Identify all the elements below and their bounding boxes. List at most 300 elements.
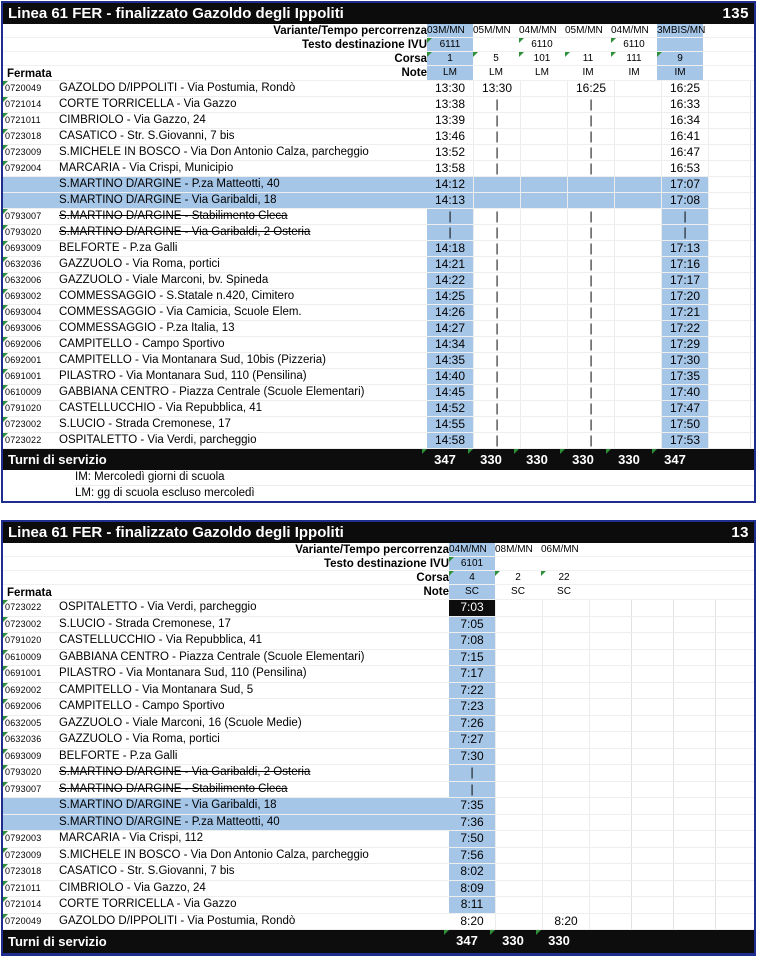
stop-name[interactable]: MARCARIA - Via Crispi, Municipio	[59, 162, 234, 174]
time-cell[interactable]: 17:29	[662, 337, 709, 352]
corsa-cell[interactable]: 1	[427, 52, 473, 65]
time-cell[interactable]	[496, 699, 543, 715]
stop-name[interactable]: MARCARIA - Via Crispi, 112	[59, 832, 204, 844]
time-cell[interactable]: 13:38	[427, 97, 474, 112]
code-cell[interactable]: 0721014	[3, 97, 59, 112]
time-cell[interactable]: |	[568, 401, 615, 416]
note-cell[interactable]: LM	[489, 67, 503, 78]
time-cell[interactable]	[521, 337, 568, 352]
time-cell[interactable]: |	[474, 113, 521, 128]
time-cell[interactable]	[543, 732, 590, 748]
time-cell[interactable]: |	[474, 321, 521, 336]
code-cell[interactable]: 0721014	[3, 897, 59, 913]
time-cell[interactable]	[521, 353, 568, 368]
code-cell[interactable]: 0610009	[3, 650, 59, 666]
time-cell[interactable]: 7:15	[449, 650, 496, 666]
time-cell[interactable]: 14:52	[427, 401, 474, 416]
code-cell[interactable]	[3, 177, 59, 192]
code-cell[interactable]: 0723009	[3, 848, 59, 864]
time-cell[interactable]: |	[568, 257, 615, 272]
time-cell[interactable]	[521, 273, 568, 288]
time-cell[interactable]: 14:40	[427, 369, 474, 384]
time-cell[interactable]	[521, 321, 568, 336]
stop-name[interactable]: S.MICHELE IN BOSCO - Via Don Antonio Calza, parcheggio	[59, 146, 369, 158]
note-cell[interactable]: SC	[511, 586, 525, 597]
time-cell[interactable]	[521, 193, 568, 208]
time-cell[interactable]	[496, 732, 543, 748]
stop-name[interactable]: GAZZUOLO - Viale Marconi, bv. Spineda	[59, 274, 269, 286]
time-cell[interactable]	[543, 815, 590, 831]
time-cell[interactable]	[543, 633, 590, 649]
time-cell[interactable]	[521, 209, 568, 224]
time-cell[interactable]: |	[474, 433, 521, 448]
time-cell[interactable]: |	[474, 129, 521, 144]
code-cell[interactable]: 0720049	[3, 914, 59, 930]
time-cell[interactable]: 17:07	[662, 177, 709, 192]
time-cell[interactable]: 8:20	[449, 914, 496, 930]
time-cell[interactable]	[615, 129, 662, 144]
stop-name[interactable]: S.LUCIO - Strada Cremonese, 17	[59, 418, 231, 430]
time-cell[interactable]: 17:40	[662, 385, 709, 400]
stop-name[interactable]: CAMPITELLO - Via Montanara Sud, 5	[59, 683, 254, 696]
time-cell[interactable]	[496, 633, 543, 649]
time-cell[interactable]: |	[474, 289, 521, 304]
time-cell[interactable]	[615, 401, 662, 416]
time-cell[interactable]	[543, 666, 590, 682]
time-cell[interactable]	[615, 385, 662, 400]
time-cell[interactable]: 16:47	[662, 145, 709, 160]
time-cell[interactable]	[615, 433, 662, 448]
ivu-cell[interactable]: 6110	[519, 38, 565, 51]
code-cell[interactable]: 0691001	[3, 666, 59, 682]
time-cell[interactable]: |	[449, 782, 496, 798]
time-cell[interactable]: 14:58	[427, 433, 474, 448]
stop-name[interactable]: S.MARTINO D/ARGINE - P.za Matteotti, 40	[59, 815, 449, 831]
time-cell[interactable]	[521, 177, 568, 192]
time-cell[interactable]	[474, 177, 521, 192]
time-cell[interactable]: 7:22	[449, 683, 496, 699]
stop-name[interactable]: S.MARTINO D/ARGINE - Stabilimento Cleca	[59, 782, 288, 795]
time-cell[interactable]: |	[474, 145, 521, 160]
stop-name[interactable]: GABBIANA CENTRO - Piazza Centrale (Scuole Elementari)	[59, 650, 365, 663]
time-cell[interactable]: |	[568, 209, 615, 224]
time-cell[interactable]: |	[474, 353, 521, 368]
variante-cell[interactable]: 05M/MN	[565, 25, 603, 36]
time-cell[interactable]: 7:03	[449, 600, 496, 616]
time-cell[interactable]	[496, 881, 543, 897]
stop-name[interactable]: CAMPITELLO - Campo Sportivo	[59, 338, 225, 350]
time-cell[interactable]: |	[568, 353, 615, 368]
time-cell[interactable]: |	[474, 305, 521, 320]
stop-name[interactable]: GAZZUOLO - Via Roma, portici	[59, 258, 220, 270]
time-cell[interactable]	[521, 401, 568, 416]
time-cell[interactable]	[615, 209, 662, 224]
time-cell[interactable]	[496, 716, 543, 732]
stop-name[interactable]: OSPITALETTO - Via Verdi, parcheggio	[59, 601, 257, 613]
time-cell[interactable]: |	[568, 145, 615, 160]
time-cell[interactable]	[521, 385, 568, 400]
code-cell[interactable]: 0720049	[3, 81, 59, 96]
stop-name[interactable]: CIMBRIOLO - Via Gazzo, 24	[59, 881, 206, 894]
time-cell[interactable]	[496, 815, 543, 831]
time-cell[interactable]	[615, 369, 662, 384]
time-cell[interactable]: |	[568, 369, 615, 384]
time-cell[interactable]	[496, 765, 543, 781]
code-cell[interactable]: 0692001	[3, 353, 59, 368]
note-cell[interactable]: LM	[535, 67, 549, 78]
corsa-cell[interactable]: 101	[519, 52, 565, 65]
stop-name[interactable]: CAMPITELLO - Campo Sportivo	[59, 700, 225, 712]
time-cell[interactable]: 17:20	[662, 289, 709, 304]
code-cell[interactable]: 0693004	[3, 305, 59, 320]
ivu-cell[interactable]: 6101	[449, 557, 495, 570]
time-cell[interactable]: 14:34	[427, 337, 474, 352]
stop-name[interactable]: CAMPITELLO - Via Montanara Sud, 10bis (Pizzeria)	[59, 354, 326, 366]
corsa-cell[interactable]: 11	[565, 52, 611, 65]
time-cell[interactable]	[615, 321, 662, 336]
time-cell[interactable]	[521, 161, 568, 176]
corsa-cell[interactable]: 4	[449, 571, 495, 584]
time-cell[interactable]: |	[474, 401, 521, 416]
stop-name[interactable]: BELFORTE - P.za Galli	[59, 749, 178, 762]
time-cell[interactable]: 7:27	[449, 732, 496, 748]
time-cell[interactable]: 17:35	[662, 369, 709, 384]
code-cell[interactable]: 0723022	[3, 600, 59, 616]
code-cell[interactable]: 0693009	[3, 749, 59, 765]
time-cell[interactable]: 14:21	[427, 257, 474, 272]
time-cell[interactable]	[615, 225, 662, 240]
code-cell[interactable]: 0610009	[3, 385, 59, 400]
time-cell[interactable]: |	[474, 369, 521, 384]
time-cell[interactable]: 8:09	[449, 881, 496, 897]
time-cell[interactable]: |	[474, 257, 521, 272]
corsa-cell[interactable]: 2	[495, 571, 541, 584]
time-cell[interactable]: |	[474, 241, 521, 256]
time-cell[interactable]	[521, 241, 568, 256]
time-cell[interactable]	[543, 848, 590, 864]
time-cell[interactable]: |	[662, 225, 709, 240]
time-cell[interactable]: 14:22	[427, 273, 474, 288]
time-cell[interactable]	[521, 433, 568, 448]
time-cell[interactable]: 8:02	[449, 864, 496, 880]
code-cell[interactable]: 0692006	[3, 337, 59, 352]
time-cell[interactable]	[543, 617, 590, 633]
time-cell[interactable]: 17:08	[662, 193, 709, 208]
code-cell[interactable]: 0692002	[3, 683, 59, 699]
stop-name[interactable]: GAZZUOLO - Via Roma, portici	[59, 733, 220, 745]
stop-name[interactable]: CASATICO - Str. S.Giovanni, 7 bis	[59, 865, 235, 877]
stop-name[interactable]: S.MARTINO D/ARGINE - P.za Matteotti, 40	[59, 177, 427, 192]
code-cell[interactable]: 0723022	[3, 433, 59, 448]
stop-name[interactable]: GABBIANA CENTRO - Piazza Centrale (Scuole Elementari)	[59, 386, 365, 398]
time-cell[interactable]: |	[568, 241, 615, 256]
time-cell[interactable]: 14:18	[427, 241, 474, 256]
time-cell[interactable]	[615, 97, 662, 112]
code-cell[interactable]: 0632036	[3, 732, 59, 748]
time-cell[interactable]	[543, 699, 590, 715]
time-cell[interactable]: |	[449, 765, 496, 781]
time-cell[interactable]: 16:33	[662, 97, 709, 112]
stop-name[interactable]: S.MARTINO D/ARGINE - Via Garibaldi, 2 Osteria	[59, 226, 311, 238]
code-cell[interactable]: 0723018	[3, 129, 59, 144]
time-cell[interactable]: |	[568, 161, 615, 176]
note-cell[interactable]: IM	[657, 66, 703, 80]
variante-cell[interactable]: 03M/MN	[427, 24, 473, 37]
time-cell[interactable]: 7:23	[449, 699, 496, 715]
note-cell[interactable]: SC	[557, 586, 571, 597]
time-cell[interactable]	[615, 193, 662, 208]
time-cell[interactable]: |	[474, 417, 521, 432]
time-cell[interactable]: 14:27	[427, 321, 474, 336]
time-cell[interactable]: 7:50	[449, 831, 496, 847]
time-cell[interactable]: 14:13	[427, 193, 474, 208]
time-cell[interactable]: 7:26	[449, 716, 496, 732]
time-cell[interactable]: |	[568, 433, 615, 448]
note-cell[interactable]: SC	[449, 585, 495, 599]
time-cell[interactable]	[543, 798, 590, 814]
time-cell[interactable]	[543, 831, 590, 847]
time-cell[interactable]	[543, 600, 590, 616]
time-cell[interactable]	[521, 369, 568, 384]
time-cell[interactable]: 17:47	[662, 401, 709, 416]
time-cell[interactable]: 17:21	[662, 305, 709, 320]
variante-cell[interactable]: 08M/MN	[495, 544, 533, 555]
variante-cell[interactable]: 3MBIS/MN	[657, 25, 706, 36]
code-cell[interactable]: 0692006	[3, 699, 59, 715]
time-cell[interactable]: 7:17	[449, 666, 496, 682]
time-cell[interactable]	[615, 113, 662, 128]
code-cell[interactable]: 0632036	[3, 257, 59, 272]
code-cell[interactable]: 0632006	[3, 273, 59, 288]
code-cell[interactable]: 0791020	[3, 633, 59, 649]
code-cell[interactable]: 0693009	[3, 241, 59, 256]
time-cell[interactable]	[615, 161, 662, 176]
corsa-cell[interactable]: 9	[657, 52, 703, 65]
time-cell[interactable]: |	[568, 321, 615, 336]
time-cell[interactable]	[521, 129, 568, 144]
time-cell[interactable]: 13:52	[427, 145, 474, 160]
time-cell[interactable]	[496, 600, 543, 616]
time-cell[interactable]: 16:25	[662, 81, 709, 96]
code-cell[interactable]: 0721011	[3, 881, 59, 897]
code-cell[interactable]: 0691001	[3, 369, 59, 384]
time-cell[interactable]: |	[474, 337, 521, 352]
corsa-cell[interactable]: 22	[541, 571, 587, 584]
code-cell[interactable]: 0792003	[3, 831, 59, 847]
code-cell[interactable]: 0693002	[3, 289, 59, 304]
time-cell[interactable]: 17:50	[662, 417, 709, 432]
time-cell[interactable]: |	[568, 289, 615, 304]
ivu-cell[interactable]	[541, 557, 587, 570]
code-cell[interactable]: 0723002	[3, 417, 59, 432]
stop-name[interactable]: S.MICHELE IN BOSCO - Via Don Antonio Calza, parcheggio	[59, 848, 369, 861]
time-cell[interactable]: 13:46	[427, 129, 474, 144]
stop-name[interactable]: GAZOLDO D/IPPOLITI - Via Postumia, Rondò	[59, 914, 296, 927]
time-cell[interactable]	[615, 305, 662, 320]
time-cell[interactable]	[615, 273, 662, 288]
time-cell[interactable]	[496, 782, 543, 798]
time-cell[interactable]	[615, 337, 662, 352]
time-cell[interactable]: |	[474, 161, 521, 176]
ivu-cell[interactable]: 6111	[427, 38, 473, 51]
time-cell[interactable]: |	[568, 337, 615, 352]
time-cell[interactable]: |	[568, 225, 615, 240]
time-cell[interactable]: 7:05	[449, 617, 496, 633]
stop-name[interactable]: S.MARTINO D/ARGINE - Via Garibaldi, 18	[59, 798, 449, 814]
time-cell[interactable]	[543, 782, 590, 798]
time-cell[interactable]: 7:36	[449, 815, 496, 831]
stop-name[interactable]: S.MARTINO D/ARGINE - Via Garibaldi, 2 Osteria	[59, 766, 311, 778]
time-cell[interactable]: 17:16	[662, 257, 709, 272]
note-cell[interactable]: LM	[427, 66, 473, 80]
variante-cell[interactable]: 06M/MN	[541, 544, 579, 555]
stop-name[interactable]: S.MARTINO D/ARGINE - Stabilimento Cleca	[59, 210, 288, 222]
time-cell[interactable]: |	[474, 225, 521, 240]
time-cell[interactable]: |	[568, 305, 615, 320]
stop-name[interactable]: PILASTRO - Via Montanara Sud, 110 (Pensilina)	[59, 667, 307, 679]
time-cell[interactable]	[521, 145, 568, 160]
code-cell[interactable]: 0792004	[3, 161, 59, 176]
time-cell[interactable]: |	[568, 417, 615, 432]
variante-cell[interactable]: 04M/MN	[449, 543, 495, 556]
code-cell[interactable]: 0791020	[3, 401, 59, 416]
code-cell[interactable]: 0793020	[3, 225, 59, 240]
time-cell[interactable]	[496, 650, 543, 666]
time-cell[interactable]: 13:58	[427, 161, 474, 176]
time-cell[interactable]: 17:30	[662, 353, 709, 368]
code-cell[interactable]	[3, 798, 59, 814]
stop-name[interactable]: CORTE TORRICELLA - Via Gazzo	[59, 98, 237, 110]
time-cell[interactable]: |	[568, 97, 615, 112]
time-cell[interactable]: 14:12	[427, 177, 474, 192]
time-cell[interactable]: |	[474, 385, 521, 400]
time-cell[interactable]: 7:35	[449, 798, 496, 814]
time-cell[interactable]: 16:41	[662, 129, 709, 144]
time-cell[interactable]	[568, 193, 615, 208]
ivu-cell[interactable]: 6110	[611, 38, 657, 51]
time-cell[interactable]	[496, 914, 543, 930]
stop-name[interactable]: COMMESSAGGIO - Via Camicia, Scuole Elem.	[59, 306, 302, 318]
time-cell[interactable]	[521, 225, 568, 240]
time-cell[interactable]: |	[662, 209, 709, 224]
time-cell[interactable]	[543, 881, 590, 897]
time-cell[interactable]	[496, 749, 543, 765]
time-cell[interactable]	[496, 831, 543, 847]
time-cell[interactable]	[615, 257, 662, 272]
time-cell[interactable]	[615, 289, 662, 304]
variante-cell[interactable]: 05M/MN	[473, 25, 511, 36]
time-cell[interactable]	[521, 81, 568, 96]
time-cell[interactable]: |	[568, 385, 615, 400]
time-cell[interactable]: 16:34	[662, 113, 709, 128]
variante-cell[interactable]: 04M/MN	[519, 25, 557, 36]
code-cell[interactable]: 0721011	[3, 113, 59, 128]
time-cell[interactable]	[543, 765, 590, 781]
stop-name[interactable]: GAZOLDO D/IPPOLITI - Via Postumia, Rondò	[59, 82, 296, 94]
time-cell[interactable]	[615, 145, 662, 160]
ivu-cell[interactable]	[473, 38, 519, 51]
stop-name[interactable]: CASATICO - Str. S.Giovanni, 7 bis	[59, 130, 235, 142]
stop-name[interactable]: OSPITALETTO - Via Verdi, parcheggio	[59, 434, 257, 446]
time-cell[interactable]	[543, 749, 590, 765]
time-cell[interactable]: 17:13	[662, 241, 709, 256]
time-cell[interactable]: 17:22	[662, 321, 709, 336]
time-cell[interactable]	[521, 305, 568, 320]
time-cell[interactable]: 13:30	[427, 81, 474, 96]
stop-name[interactable]: S.MARTINO D/ARGINE - Via Garibaldi, 18	[59, 193, 427, 208]
time-cell[interactable]	[496, 666, 543, 682]
stop-name[interactable]: GAZZUOLO - Viale Marconi, 16 (Scuole Medie)	[59, 716, 302, 729]
time-cell[interactable]	[543, 650, 590, 666]
stop-name[interactable]: BELFORTE - P.za Galli	[59, 242, 178, 254]
time-cell[interactable]	[615, 81, 662, 96]
ivu-cell[interactable]	[657, 38, 703, 51]
time-cell[interactable]: |	[568, 113, 615, 128]
time-cell[interactable]	[543, 864, 590, 880]
ivu-cell[interactable]	[495, 557, 541, 570]
stop-name[interactable]: CIMBRIOLO - Via Gazzo, 24	[59, 114, 206, 126]
code-cell[interactable]	[3, 193, 59, 208]
time-cell[interactable]: 8:11	[449, 897, 496, 913]
time-cell[interactable]: |	[474, 97, 521, 112]
time-cell[interactable]: |	[427, 209, 474, 224]
variante-cell[interactable]: 04M/MN	[611, 25, 649, 36]
time-cell[interactable]: |	[474, 273, 521, 288]
note-cell[interactable]: IM	[582, 67, 594, 78]
note-cell[interactable]: IM	[628, 67, 640, 78]
code-cell[interactable]: 0793007	[3, 782, 59, 798]
time-cell[interactable]	[521, 289, 568, 304]
corsa-cell[interactable]: 5	[473, 52, 519, 65]
time-cell[interactable]	[521, 417, 568, 432]
time-cell[interactable]	[521, 113, 568, 128]
time-cell[interactable]: 7:56	[449, 848, 496, 864]
time-cell[interactable]	[496, 897, 543, 913]
time-cell[interactable]: 16:53	[662, 161, 709, 176]
time-cell[interactable]	[521, 257, 568, 272]
stop-name[interactable]: S.LUCIO - Strada Cremonese, 17	[59, 617, 231, 630]
time-cell[interactable]	[615, 177, 662, 192]
time-cell[interactable]	[474, 193, 521, 208]
time-cell[interactable]: |	[474, 209, 521, 224]
time-cell[interactable]: 13:30	[474, 81, 521, 96]
time-cell[interactable]: |	[427, 225, 474, 240]
code-cell[interactable]: 0723002	[3, 617, 59, 633]
time-cell[interactable]	[496, 848, 543, 864]
time-cell[interactable]	[543, 897, 590, 913]
time-cell[interactable]	[496, 864, 543, 880]
time-cell[interactable]: |	[568, 129, 615, 144]
time-cell[interactable]	[496, 798, 543, 814]
stop-name[interactable]: CORTE TORRICELLA - Via Gazzo	[59, 898, 237, 910]
time-cell[interactable]	[496, 617, 543, 633]
time-cell[interactable]	[496, 683, 543, 699]
time-cell[interactable]: 14:25	[427, 289, 474, 304]
code-cell[interactable]	[3, 815, 59, 831]
time-cell[interactable]: 7:08	[449, 633, 496, 649]
time-cell[interactable]: 14:55	[427, 417, 474, 432]
code-cell[interactable]: 0693006	[3, 321, 59, 336]
time-cell[interactable]: |	[568, 273, 615, 288]
time-cell[interactable]	[615, 241, 662, 256]
time-cell[interactable]	[543, 716, 590, 732]
time-cell[interactable]: 17:17	[662, 273, 709, 288]
code-cell[interactable]: 0793020	[3, 765, 59, 781]
time-cell[interactable]: 17:53	[662, 433, 709, 448]
ivu-cell[interactable]	[565, 38, 611, 51]
code-cell[interactable]: 0723018	[3, 864, 59, 880]
time-cell[interactable]: 13:39	[427, 113, 474, 128]
